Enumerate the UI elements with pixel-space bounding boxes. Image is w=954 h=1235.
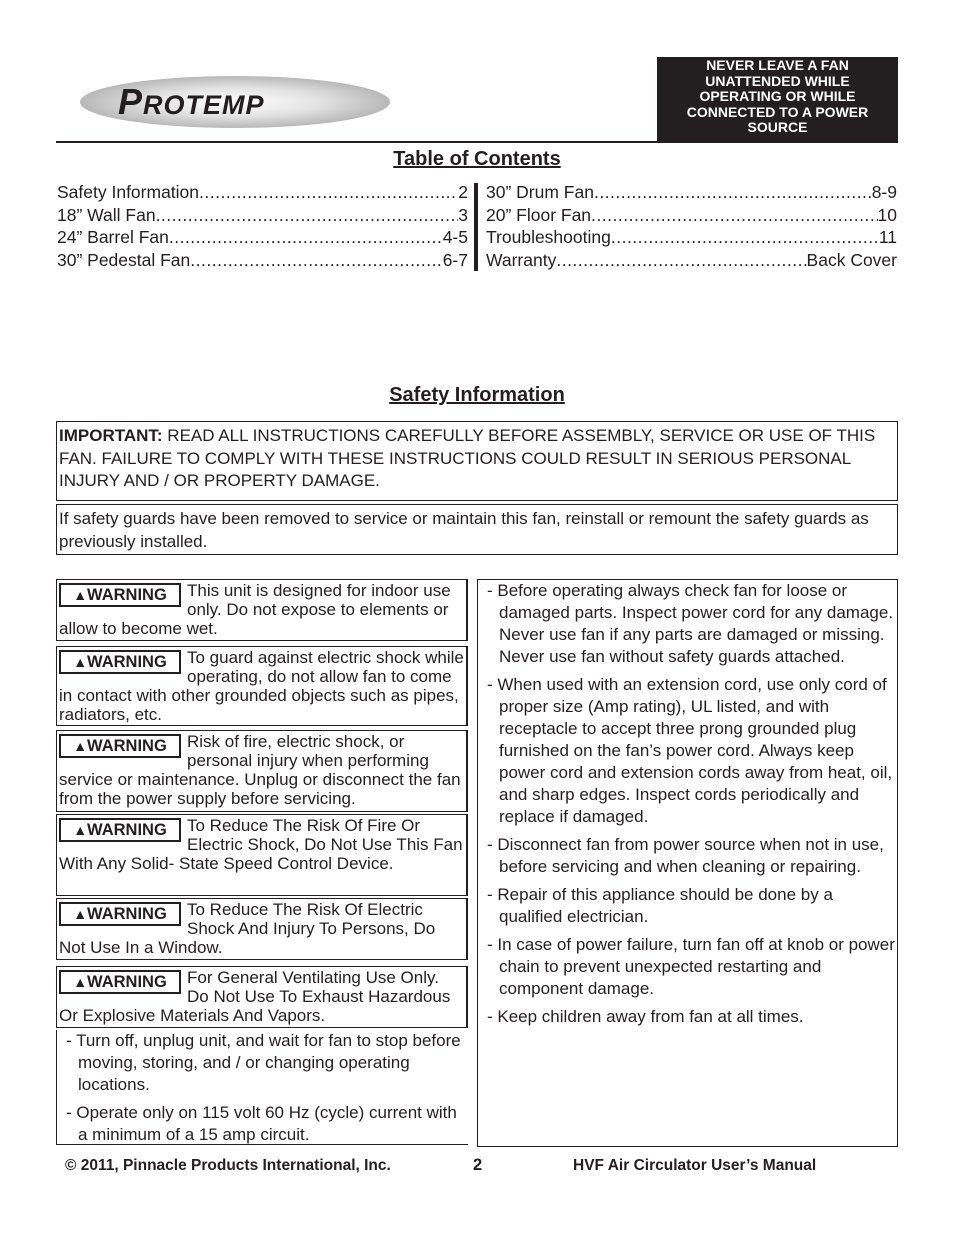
warning-text: For General Ventilating Use Only. Do Not Use To Exhaust Hazardous Or Explosive Materials And Vapors. (59, 968, 451, 1025)
toc-leader (591, 204, 877, 227)
warning-tag (59, 818, 181, 842)
toc-entry[interactable] (486, 226, 897, 249)
warning-triangle-icon: ▲ (73, 822, 88, 838)
toc-entry-label: 18” Wall Fan (57, 204, 156, 225)
toc-entry[interactable] (57, 226, 468, 249)
warning-box (56, 730, 468, 812)
warning-box (56, 966, 468, 1028)
toc-entry[interactable] (486, 204, 897, 227)
svg-text:PROTEMP: PROTEMP (118, 81, 265, 122)
toc-entry-label: 24” Barrel Fan (57, 227, 169, 248)
warning-label: WARNING (87, 821, 167, 839)
toc-entry-page: 6-7 (442, 250, 468, 271)
toc-entry-label: Troubleshooting (486, 227, 611, 248)
toc-entry[interactable] (486, 181, 897, 204)
warning-triangle-icon: ▲ (73, 587, 88, 603)
warning-box (56, 814, 468, 896)
warning-label: WARNING (87, 653, 167, 671)
warning-text: Risk of fire, electric shock, or personal injury when performing service or maintenance. Unplug or disconnect the fan from the power supply before servicing. (59, 732, 461, 808)
toc-right-column (486, 181, 897, 272)
warning-box (56, 898, 468, 960)
footer-page-number: 2 (473, 1156, 483, 1174)
toc-entry[interactable] (57, 249, 468, 272)
warning-text: This unit is designed for indoor use only. Do not expose to elements or allow to become wet. (59, 581, 451, 638)
toc-entry-page: 4-5 (442, 227, 468, 248)
left-safety-list (56, 1030, 468, 1145)
warning-tag (59, 970, 181, 994)
warning-box (56, 646, 468, 726)
right-safety-list (477, 579, 898, 1147)
toc-entry-label: 30” Drum Fan (486, 182, 594, 202)
warning-label: WARNING (87, 905, 167, 923)
list-item: - In case of power failure, turn fan off at knob or power chain to prevent unexpected restarting and component damage. (487, 935, 895, 998)
notice-line: CONNECTED TO A POWER (686, 103, 869, 120)
notice-line: SOURCE (747, 119, 808, 135)
toc-entry-page: 8-9 (871, 182, 897, 202)
list-item: - Turn off, unplug unit, and wait for fan to stop before moving, storing, and / or changing operating locations. (66, 1031, 461, 1094)
toc-entry-page: 2 (458, 182, 468, 202)
notice-line: OPERATING OR WHILE (699, 88, 856, 104)
safety-guards-notice (56, 504, 898, 555)
toc-leader (611, 226, 879, 249)
list-item: - Repair of this appliance should be done by a qualified electrician. (487, 885, 833, 926)
warning-triangle-icon: ▲ (73, 738, 88, 754)
safety-title: Safety Information (389, 384, 565, 406)
toc-leader (594, 181, 872, 204)
toc-column-divider (474, 183, 478, 271)
warning-triangle-icon: ▲ (73, 654, 88, 670)
toc-entry-page: 11 (878, 227, 897, 248)
warning-tag (59, 734, 181, 758)
toc-entry-page: 3 (458, 204, 468, 225)
warning-text: To Reduce The Risk Of Fire Or Electric Shock, Do Not Use This Fan With Any Solid- State Speed Control Device. (59, 816, 463, 873)
toc-entry[interactable] (57, 181, 468, 204)
toc-entry-page: Back Cover (806, 250, 897, 271)
warning-triangle-icon: ▲ (73, 906, 88, 922)
safety-notice-banner (657, 57, 898, 142)
notice-line: NEVER LEAVE A FAN (706, 57, 849, 73)
toc-leader (169, 226, 443, 249)
warning-box (56, 579, 468, 641)
warning-label: WARNING (87, 586, 167, 604)
toc-leader (199, 181, 458, 204)
list-item: - Keep children away from fan at all times. (487, 1007, 804, 1026)
important-text: READ ALL INSTRUCTIONS CAREFULLY BEFORE ASSEMBLY, SERVICE OR USE OF THIS FAN. FAILURE TO COMPLY WITH THESE INSTRUCTIONS COULD RESULT IN SERIOUS PERSONAL INJURY AND / OR PROPERTY DAMAGE. (59, 426, 876, 490)
toc-title: Table of Contents (393, 148, 561, 170)
warning-tag (59, 902, 181, 926)
footer-copyright: © 2011, Pinnacle Products International, Inc. (65, 1157, 391, 1174)
warning-label: WARNING (87, 737, 167, 755)
notice-line: UNATTENDED WHILE (705, 72, 850, 89)
toc-leader (156, 204, 459, 227)
toc-leader (190, 249, 442, 272)
warning-text: To Reduce The Risk Of Electric Shock And Injury To Persons, Do Not Use In a Window. (59, 900, 436, 957)
protemp-logo (78, 74, 392, 130)
list-item: - Operate only on 115 volt 60 Hz (cycle) current with a minimum of a 15 amp circuit. (66, 1103, 457, 1144)
toc-entry[interactable] (486, 249, 897, 272)
important-label: IMPORTANT: (59, 426, 163, 445)
toc-entry-label: 20” Floor Fan (486, 204, 592, 225)
list-item: - Before operating always check fan for loose or damaged parts. Inspect power cord for any damage. Never use fan if any parts are damaged or missing. Never use fan without safety guards attached. (487, 581, 894, 666)
guards-text: If safety guards have been removed to service or maintain this fan, reinstall or remount the safety guards as previously installed. (59, 509, 869, 551)
list-item: - When used with an extension cord, use only cord of proper size (Amp rating), UL listed, and with receptacle to accept three prong grounded plug furnished on the fan’s power cord. Always keep power cord and extension cords away from heat, oil, and sharp edges. Inspect cords periodically and replace if damaged. (487, 675, 893, 826)
warning-label: WARNING (87, 973, 167, 991)
toc-entry-page: 10 (877, 204, 897, 225)
toc-entry[interactable] (57, 204, 468, 227)
toc-left-column (57, 181, 468, 272)
important-notice (56, 421, 898, 501)
warning-tag (59, 650, 181, 674)
footer-manual-title: HVF Air Circulator User’s Manual (573, 1157, 817, 1174)
warning-text: To guard against electric shock while operating, do not allow fan to come in contact with other grounded objects such as pipes, radiators, etc. (59, 648, 464, 724)
toc-entry-label: 30” Pedestal Fan (57, 250, 191, 271)
toc-entry-label: Warranty (486, 250, 557, 271)
toc-leader (556, 249, 806, 272)
warning-triangle-icon: ▲ (73, 974, 88, 990)
list-item: - Disconnect fan from power source when not in use, before servicing and when cleaning or repairing. (487, 835, 884, 876)
header-divider (56, 141, 898, 143)
warning-tag (59, 583, 181, 607)
toc-entry-label: Safety Information (57, 182, 200, 202)
